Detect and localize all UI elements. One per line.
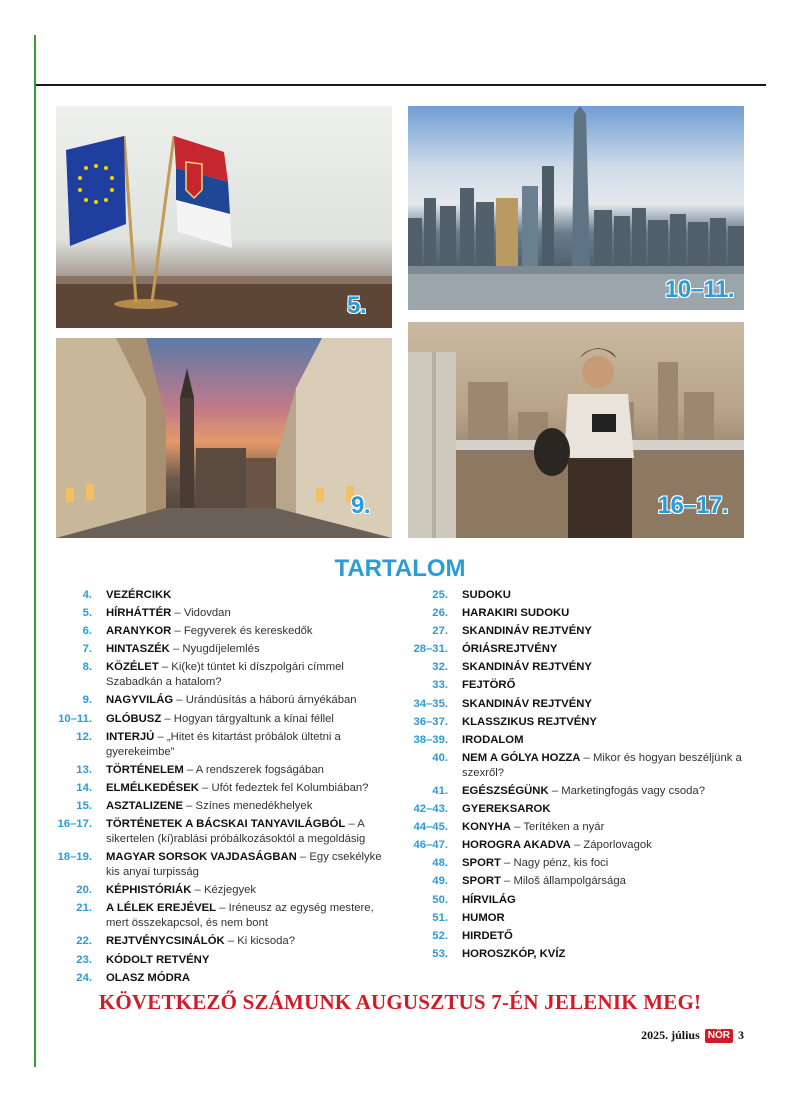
toc-entry[interactable] <box>400 856 766 871</box>
toc-article-title: Fegyverek és kereskedők <box>183 625 313 638</box>
toc-page-number: 48. <box>432 857 448 870</box>
toc-section-title: HUMOR <box>462 911 505 924</box>
page-footer <box>641 1028 744 1043</box>
toc-page-number: 27. <box>432 625 448 638</box>
toc-entry[interactable] <box>400 624 766 639</box>
toc-entry-text <box>106 763 394 778</box>
toc-entry[interactable] <box>44 763 394 778</box>
toc-entry[interactable] <box>44 712 394 727</box>
toc-separator: – <box>580 751 593 764</box>
toc-entry-text <box>106 693 394 708</box>
toc-section-title: HARAKIRI SUDOKU <box>462 607 570 620</box>
toc-page-number: 6. <box>82 625 92 638</box>
toc-entry[interactable] <box>400 697 766 712</box>
street-illustration <box>56 338 392 538</box>
toc-section-title: ASZTALIZENE <box>106 799 183 812</box>
toc-entry-text <box>462 802 766 817</box>
toc-page-number: 12. <box>76 730 92 743</box>
toc-page-number: 36–37. <box>413 715 448 728</box>
toc-page-number: 10–11. <box>58 712 92 725</box>
toc-article-title: Hogyan tárgyaltunk a kínai féllel <box>173 712 334 725</box>
toc-entry[interactable] <box>44 971 394 986</box>
toc-entry[interactable] <box>400 802 766 817</box>
toc-entry-text <box>462 911 766 926</box>
toc-article-title: „Hitet és kitartást próbálok ültetni a gyerekeimbe” <box>106 730 341 758</box>
toc-article-title: Nagy pénz, kis foci <box>513 857 609 870</box>
toc-entry[interactable] <box>44 850 394 880</box>
toc-entry-text <box>462 838 766 853</box>
toc-entry-text <box>462 820 766 835</box>
toc-page-number: 41. <box>432 784 448 797</box>
toc-section-title: MAGYAR SORSOK VAJDASÁGBAN <box>106 851 297 864</box>
toc-article-title: Egy csekélyke kis anyai turpisság <box>106 851 382 879</box>
toc-page-number: 52. <box>432 929 448 942</box>
toc-section-title: HIRDETŐ <box>462 929 513 942</box>
toc-entry-text <box>106 624 394 639</box>
toc-section-title: KÓDOLT RETVÉNY <box>106 953 210 966</box>
toc-page-number: 21. <box>76 902 92 915</box>
toc-section-title: GLÓBUSZ <box>106 712 162 725</box>
toc-entry[interactable] <box>400 929 766 944</box>
toc-entry-text <box>106 642 394 657</box>
toc-separator: – <box>183 763 196 776</box>
toc-entry-text <box>106 588 394 603</box>
issue-date: 2025. július <box>641 1028 700 1042</box>
toc-column-right <box>400 588 766 965</box>
toc-entry-text <box>462 624 766 639</box>
toc-section-title: FEJTÖRŐ <box>462 679 516 692</box>
toc-section-title: NEM A GÓLYA HOZZA <box>462 751 581 764</box>
toc-article-title: Kézjegyek <box>203 884 257 897</box>
toc-separator: – <box>173 694 186 707</box>
toc-section-title: SKANDINÁV REJTVÉNY <box>462 625 592 638</box>
toc-entry[interactable] <box>44 693 394 708</box>
toc-separator: – <box>510 821 524 834</box>
toc-entry-text <box>106 901 394 931</box>
toc-entry[interactable] <box>44 934 394 949</box>
toc-section-title: TÖRTÉNELEM <box>106 763 184 776</box>
toc-entry[interactable] <box>44 901 394 931</box>
toc-article-title: Nyugdíjelemlés <box>182 643 260 656</box>
toc-page-number: 13. <box>76 763 92 776</box>
toc-entry[interactable] <box>44 624 394 639</box>
page-number: 3 <box>738 1028 744 1042</box>
toc-entry-text <box>106 712 394 727</box>
toc-entry[interactable] <box>400 606 766 621</box>
toc-section-title: TÖRTÉNETEK A BÁCSKAI TANYAVILÁGBÓL <box>106 818 346 831</box>
toc-page-number: 18–19. <box>57 851 92 864</box>
toc-entry[interactable] <box>44 660 394 690</box>
margin-rule <box>34 35 36 1067</box>
toc-section-title: SUDOKU <box>462 589 511 601</box>
toc-separator: – <box>570 839 584 852</box>
toc-entry[interactable] <box>44 953 394 968</box>
toc-article-title: Urándúsítás a háború árnyékában <box>185 694 357 707</box>
toc-section-title: ARANYKOR <box>106 625 172 638</box>
toc-section-title: EGÉSZSÉGÜNK <box>462 784 549 797</box>
toc-article-title: Terítéken a nyár <box>523 821 605 834</box>
toc-entry[interactable] <box>44 781 394 796</box>
toc-entry[interactable] <box>400 642 766 657</box>
toc-entry-text <box>462 893 766 908</box>
toc-page-number: 15. <box>76 799 92 812</box>
page-ref-label: 5. <box>346 292 366 319</box>
toc-page-number: 50. <box>432 893 448 906</box>
toc-entry-text <box>462 751 766 781</box>
toc-entry-text <box>462 733 766 748</box>
toc-entry-text <box>462 678 766 693</box>
toc-page-number: 16–17. <box>57 818 92 831</box>
toc-section-title: KÉPHISTÓRIÁK <box>106 884 192 897</box>
toc-article-title: Vidovdan <box>183 607 231 620</box>
toc-section-title: HOROSZKÓP, KVÍZ <box>462 947 566 960</box>
toc-page-number: 38–39. <box>413 733 448 746</box>
toc-entry-text <box>462 697 766 712</box>
toc-page-number: 20. <box>76 884 92 897</box>
toc-section-title: KLASSZIKUS REJTVÉNY <box>462 715 597 728</box>
toc-separator: – <box>500 857 514 870</box>
toc-entry[interactable] <box>44 730 394 760</box>
header-rule <box>36 84 766 86</box>
toc-entry[interactable] <box>400 751 766 781</box>
toc-entry[interactable] <box>44 588 394 603</box>
toc-separator: – <box>216 902 229 915</box>
toc-section-title: HOROGRA AKADVA <box>462 839 571 852</box>
toc-entry[interactable] <box>44 799 394 814</box>
toc-entry-text <box>106 660 394 690</box>
toc-section-title: HÍRVILÁG <box>462 893 516 906</box>
toc-entry[interactable] <box>400 678 766 693</box>
toc-section-title: INTERJÚ <box>106 730 155 743</box>
toc-page-number: 44–45. <box>413 821 448 834</box>
toc-entry-text <box>106 934 394 949</box>
toc-page-number: 51. <box>432 911 448 924</box>
toc-entry[interactable] <box>400 715 766 730</box>
toc-separator: – <box>548 784 562 797</box>
toc-page-number: 32. <box>432 661 448 674</box>
toc-page-number: 7. <box>82 643 92 656</box>
toc-section-title: KONYHA <box>462 821 511 834</box>
page-ref-label: 16–17. <box>657 492 728 519</box>
toc-article-title: Záporlovagok <box>583 839 652 852</box>
toc-entry-text <box>106 953 394 968</box>
toc-entry[interactable] <box>400 911 766 926</box>
toc-page-number: 46–47. <box>413 839 448 852</box>
photo-flags[interactable] <box>56 106 392 328</box>
toc-entry-text <box>462 874 766 889</box>
toc-page-number: 4. <box>82 589 92 601</box>
toc-section-title: GYEREKSAROK <box>462 803 551 816</box>
page-ref-label: 9. <box>350 492 370 519</box>
toc-section-title: IRODALOM <box>462 733 524 746</box>
page-ref-label: 10–11. <box>664 276 734 303</box>
toc-entry-text <box>106 971 394 986</box>
toc-entry-text <box>106 730 394 760</box>
toc-separator: – <box>345 818 358 831</box>
toc-entry-text <box>462 642 766 657</box>
toc-article-title: Ufót fedeztek fel Kolumbiában? <box>211 781 369 794</box>
toc-page-number: 53. <box>432 947 448 960</box>
toc-section-title: A LÉLEK EREJÉVEL <box>106 902 217 915</box>
toc-page-number: 28–31. <box>413 643 448 656</box>
toc-entry-text <box>106 781 394 796</box>
toc-page-number: 22. <box>76 935 92 948</box>
toc-column-left <box>44 588 394 989</box>
toc-article-title: Mikor és hogyan beszéljünk a szexről? <box>462 751 742 779</box>
toc-section-title: HINTASZÉK <box>106 643 170 656</box>
toc-page-number: 33. <box>432 679 448 692</box>
toc-article-title: Színes menedékhelyek <box>195 799 313 812</box>
toc-entry-text <box>106 799 394 814</box>
toc-article-title: Ki kicsoda? <box>237 935 295 948</box>
toc-page-number: 23. <box>76 953 92 966</box>
toc-article-title: A rendszerek fogságában <box>195 763 324 776</box>
toc-separator: – <box>171 607 184 620</box>
toc-entry[interactable] <box>400 733 766 748</box>
toc-entry[interactable] <box>400 947 766 962</box>
toc-entry[interactable] <box>44 883 394 898</box>
toc-section-title: OLASZ MÓDRA <box>106 971 191 984</box>
toc-entry-text <box>462 856 766 871</box>
toc-entry-text <box>106 606 394 621</box>
toc-separator: – <box>171 625 184 638</box>
toc-article-title: Iréneusz az egység mestere, mert összekapcsol, és nem bont <box>106 902 374 930</box>
toc-article-title: Ki(ke)t tüntet ki díszpolgári címmel Szabadkán a hatalom? <box>106 661 344 689</box>
toc-page-number: 26. <box>432 607 448 620</box>
toc-entry-text <box>106 883 394 898</box>
toc-separator: – <box>158 661 172 674</box>
flags-illustration <box>56 106 392 328</box>
toc-separator: – <box>161 712 174 725</box>
toc-entry[interactable] <box>400 784 766 799</box>
toc-entry[interactable] <box>400 874 766 889</box>
toc-separator: – <box>500 875 514 888</box>
toc-page-number: 49. <box>432 875 448 888</box>
toc-entry-text <box>462 784 766 799</box>
toc-entry[interactable] <box>400 893 766 908</box>
toc-entry-text <box>106 850 394 880</box>
toc-entry[interactable] <box>400 820 766 835</box>
toc-section-title: HÍRHÁTTÉR <box>106 607 172 620</box>
toc-section-title: ELMÉLKEDÉSEK <box>106 781 199 794</box>
next-issue-notice: KÖVETKEZŐ SZÁMUNK AUGUSZTUS 7-ÉN JELENIK MEG! <box>98 990 702 1014</box>
toc-entry-text <box>462 606 766 621</box>
toc-section-title: SPORT <box>462 875 501 888</box>
toc-section-title: NAGYVILÁG <box>106 694 174 707</box>
toc-page-number: 14. <box>76 781 92 794</box>
toc-entry[interactable] <box>44 817 394 847</box>
toc-page-number: 5. <box>82 607 92 620</box>
photo-observation-deck[interactable] <box>408 322 744 538</box>
toc-separator: – <box>224 935 238 948</box>
toc-section-title: SKANDINÁV REJTVÉNY <box>462 697 592 710</box>
toc-separator: – <box>154 730 167 743</box>
toc-section-title: SPORT <box>462 857 501 870</box>
toc-title: TARTALOM <box>334 555 466 582</box>
toc-entry-text <box>462 947 766 962</box>
toc-entry-text <box>462 588 766 603</box>
photo-skyline[interactable] <box>408 106 744 310</box>
toc-separator: – <box>198 781 212 794</box>
toc-separator: – <box>169 643 183 656</box>
toc-page-number: 25. <box>432 589 448 601</box>
toc-section-title: SKANDINÁV REJTVÉNY <box>462 661 592 674</box>
toc-entry[interactable] <box>400 660 766 675</box>
toc-separator: – <box>296 851 310 864</box>
toc-entry-text <box>106 817 394 847</box>
toc-page-number: 24. <box>76 971 92 984</box>
toc-article-title: Miloš állampolgársága <box>513 875 626 888</box>
toc-section-title: VEZÉRCIKK <box>106 589 172 601</box>
toc-entry[interactable] <box>400 838 766 853</box>
toc-separator: – <box>182 799 196 812</box>
toc-entry[interactable] <box>400 588 766 603</box>
toc-entry-text <box>462 660 766 675</box>
toc-article-title: Marketingfogás vagy csoda? <box>561 784 705 797</box>
toc-entry-text <box>462 929 766 944</box>
toc-article-title: A sikertelen (kí)rablási próbálkozásoktól a megoldásig <box>106 818 366 846</box>
toc-section-title: KÖZÉLET <box>106 661 159 674</box>
toc-page-number: 9. <box>82 694 92 707</box>
toc-page-number: 8. <box>82 661 92 674</box>
toc-section-title: REJTVÉNYCSINÁLÓK <box>106 935 225 948</box>
toc-page-number: 34–35. <box>413 697 448 710</box>
magazine-logo: NÖR <box>705 1029 733 1043</box>
toc-page-number: 42–43. <box>413 803 448 816</box>
toc-separator: – <box>191 884 204 897</box>
toc-page-number: 40. <box>432 751 448 764</box>
toc-entry[interactable] <box>44 642 394 657</box>
toc-entry[interactable] <box>44 606 394 621</box>
toc-entry-text <box>462 715 766 730</box>
toc-section-title: ÓRIÁSREJTVÉNY <box>462 643 558 656</box>
photo-street[interactable] <box>56 338 392 538</box>
